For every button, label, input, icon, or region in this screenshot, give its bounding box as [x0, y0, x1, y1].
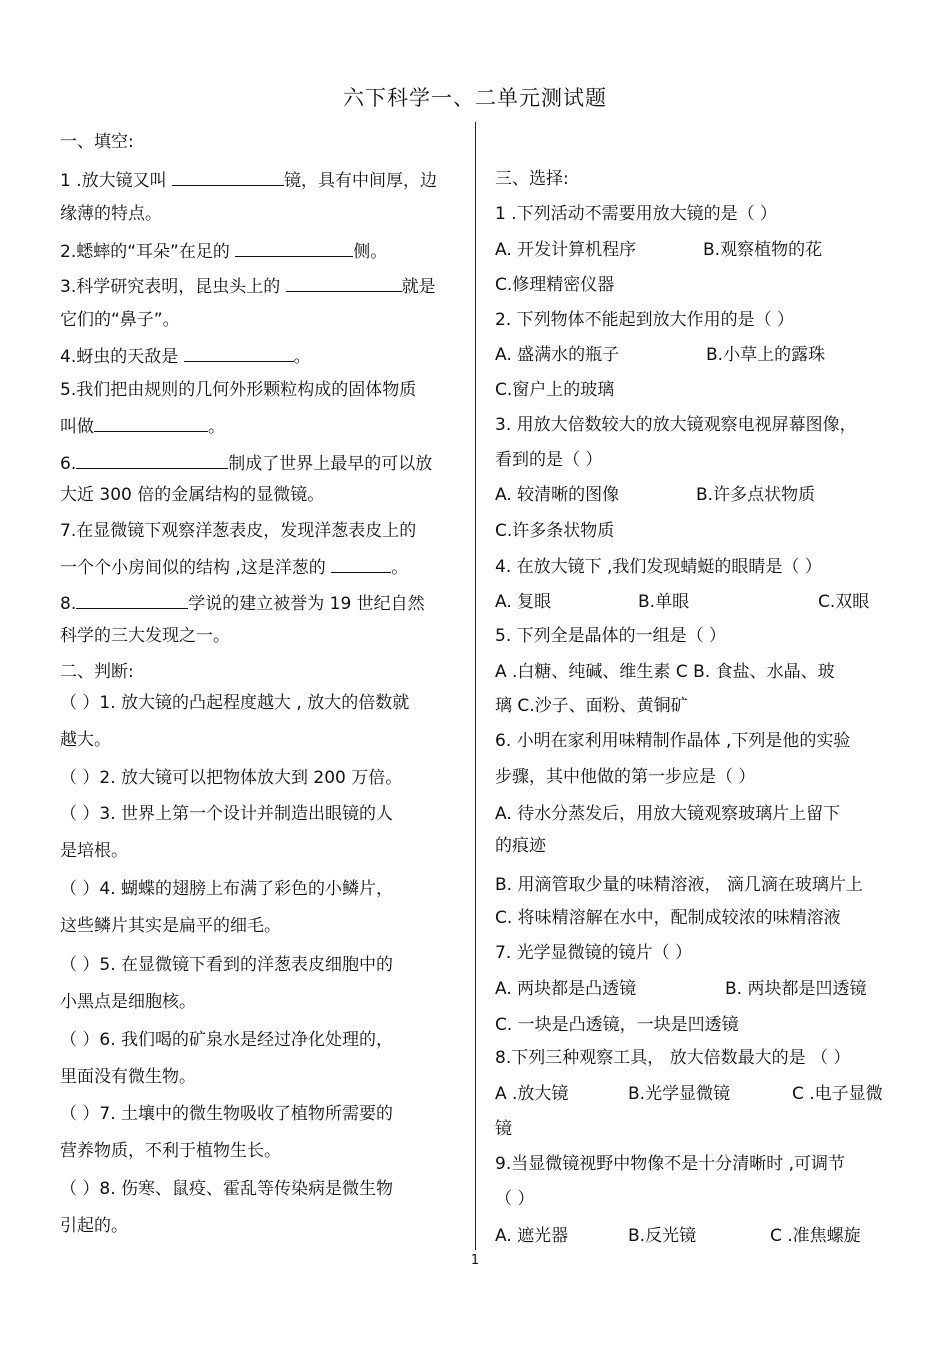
choice-q7-option-c: C. 一块是凸透镜，一块是凹透镜: [495, 1015, 739, 1035]
choice-q7: 7. 光学显微镜的镜片（ ）: [495, 943, 693, 963]
choice-q7-option-b: B. 两块都是凹透镜: [725, 979, 867, 999]
fill-q7-line2: 一个个小房间似的结构 ,这是洋葱的 。: [60, 555, 408, 579]
judge-q4-line2: 这些鳞片其实是扁平的细毛。: [60, 916, 281, 936]
judge-q6-line1: （ ）6. 我们喝的矿泉水是经过净化处理的，: [60, 1030, 394, 1050]
section-choice-heading: 三、选择:: [495, 169, 569, 189]
choice-q8-option-c-cont: 镜: [495, 1119, 512, 1139]
page-number: 1: [470, 1253, 480, 1268]
judge-q2: （ ）2. 放大镜可以把物体放大到 200 万倍。: [60, 768, 403, 788]
choice-q1-option-b: B.观察植物的花: [703, 240, 823, 260]
choice-q4: 4. 在放大镜下 ,我们发现蜻蜓的眼睛是（ ）: [495, 557, 822, 577]
fill-q3-line1: 3.科学研究表明，昆虫头上的 就是: [60, 274, 436, 298]
choice-q6-option-c: C. 将味精溶解在水中，配制成较浓的味精溶液: [495, 908, 841, 928]
fill-q5-line1: 5.我们把由规则的几何外形颗粒构成的固体物质: [60, 380, 417, 400]
choice-q6-line2: 步骤，其中他做的第一步应是（ ）: [495, 767, 756, 787]
choice-q2-option-a: A. 盛满水的瓶子: [495, 345, 620, 365]
answer-blank[interactable]: [331, 555, 391, 573]
choice-q9-option-b: B.反光镜: [628, 1226, 697, 1246]
answer-blank[interactable]: [76, 451, 228, 469]
fill-q1-line1: 1 .放大镜又叫 镜，具有中间厚，边: [60, 168, 437, 192]
choice-q8-option-c: C .电子显微: [792, 1084, 883, 1104]
choice-q3-option-b: B.许多点状物质: [696, 485, 816, 505]
answer-blank[interactable]: [76, 591, 188, 609]
choice-q1: 1 .下列活动不需要用放大镜的是（ ）: [495, 204, 778, 224]
choice-q5: 5. 下列全是晶体的一组是（ ）: [495, 626, 727, 646]
choice-q4-option-c: C.双眼: [818, 592, 870, 612]
fill-q2: 2.蟋蟀的“耳朵”在足的 侧。: [60, 239, 387, 263]
answer-blank[interactable]: [94, 414, 208, 432]
fill-q6-line1: 6. 制成了世界上最早的可以放: [60, 451, 432, 475]
fill-q4: 4.蚜虫的天敌是 。: [60, 344, 311, 368]
choice-q7-option-a: A. 两块都是凸透镜: [495, 979, 637, 999]
fill-q8-line2: 科学的三大发现之一。: [60, 626, 230, 646]
judge-q1-line2: 越大。: [60, 730, 111, 750]
answer-blank[interactable]: [184, 344, 294, 362]
choice-q8-option-b: B.光学显微镜: [628, 1084, 731, 1104]
choice-q8: 8.下列三种观察工具， 放大倍数最大的是 （ ）: [495, 1048, 851, 1068]
choice-q9-option-a: A. 遮光器: [495, 1226, 569, 1246]
answer-blank[interactable]: [286, 274, 402, 292]
choice-q2-option-b: B.小草上的露珠: [706, 345, 826, 365]
judge-q5-line1: （ ）5. 在显微镜下看到的洋葱表皮细胞中的: [60, 955, 394, 975]
choice-q1-option-a: A. 开发计算机程序: [495, 240, 637, 260]
choice-q5-options-line1: A .白糖、纯碱、维生素 C B. 食盐、水晶、玻: [495, 662, 835, 682]
judge-q8-line2: 引起的。: [60, 1216, 128, 1236]
choice-q2-option-c: C.窗户上的玻璃: [495, 380, 615, 400]
judge-q3-line1: （ ）3. 世界上第一个设计并制造出眼镜的人: [60, 804, 394, 824]
choice-q6-line1: 6. 小明在家利用味精制作晶体 ,下列是他的实验: [495, 731, 851, 751]
answer-blank[interactable]: [235, 239, 353, 257]
choice-q4-option-a: A. 复眼: [495, 592, 552, 612]
choice-q1-option-c: C.修理精密仪器: [495, 275, 615, 295]
fill-q3-line2: 它们的“鼻子”。: [60, 310, 180, 330]
judge-q3-line2: 是培根。: [60, 841, 128, 861]
choice-q5-options-line2: 璃 C.沙子、面粉、黄铜矿: [495, 696, 688, 716]
choice-q4-option-b: B.单眼: [638, 592, 690, 612]
fill-q6-line2: 大近 300 倍的金属结构的显微镜。: [60, 485, 325, 505]
choice-q9-option-c: C .准焦螺旋: [770, 1226, 861, 1246]
fill-q8-line1: 8. 学说的建立被誉为 19 世纪自然: [60, 591, 425, 615]
fill-q5-line2: 叫做 。: [60, 414, 225, 438]
section-judge-heading: 二、判断:: [60, 662, 134, 682]
judge-q1-line1: （ ）1. 放大镜的凸起程度越大 , 放大的倍数就: [60, 693, 410, 713]
choice-q3-line2: 看到的是（ ）: [495, 450, 603, 470]
choice-q6-option-b: B. 用滴管取少量的味精溶液， 滴几滴在玻璃片上: [495, 875, 863, 895]
judge-q8-line1: （ ）8. 伤寒、鼠疫、霍乱等传染病是微生物: [60, 1179, 394, 1199]
fill-q7-line1: 7.在显微镜下观察洋葱表皮，发现洋葱表皮上的: [60, 521, 417, 541]
choice-q2: 2. 下列物体不能起到放大作用的是（ ）: [495, 310, 795, 330]
judge-q7-line2: 营养物质，不利于植物生长。: [60, 1141, 281, 1161]
column-divider: [475, 122, 476, 1250]
choice-q9-line2: （ ）: [495, 1189, 535, 1209]
page-title: 六下科学一、二单元测试题: [343, 86, 607, 110]
choice-q9-line1: 9.当显微镜视野中物像不是十分清晰时 ,可调节: [495, 1154, 846, 1174]
answer-blank[interactable]: [172, 168, 284, 186]
fill-q1-line2: 缘薄的特点。: [60, 204, 162, 224]
judge-q5-line2: 小黑点是细胞核。: [60, 992, 196, 1012]
section-fill-in-heading: 一、填空:: [60, 132, 134, 152]
choice-q3-line1: 3. 用放大倍数较大的放大镜观察电视屏幕图像，: [495, 415, 857, 435]
choice-q8-option-a: A .放大镜: [495, 1084, 569, 1104]
judge-q7-line1: （ ）7. 土壤中的微生物吸收了植物所需要的: [60, 1104, 394, 1124]
choice-q3-option-c: C.许多条状物质: [495, 521, 615, 541]
choice-q6-option-a-line1: A. 待水分蒸发后，用放大镜观察玻璃片上留下: [495, 804, 841, 824]
choice-q3-option-a: A. 较清晰的图像: [495, 485, 620, 505]
judge-q4-line1: （ ）4. 蝴蝶的翅膀上布满了彩色的小鳞片，: [60, 879, 394, 899]
judge-q6-line2: 里面没有微生物。: [60, 1067, 196, 1087]
choice-q6-option-a-line2: 的痕迹: [495, 836, 546, 856]
